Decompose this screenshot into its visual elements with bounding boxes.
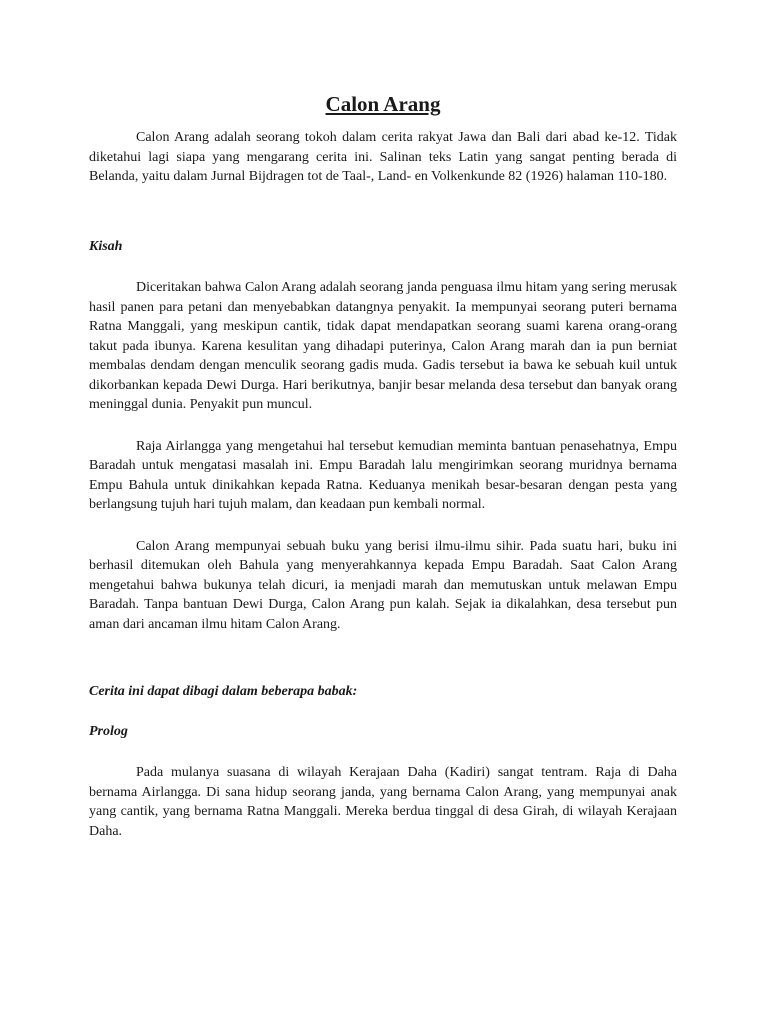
section-heading-kisah: Kisah (89, 238, 123, 254)
prolog-paragraph: Pada mulanya suasana di wilayah Kerajaan Daha (Kadiri) sangat tentram. Raja di Daha bernama Airlangga. Di sana hidup seorang janda, yang bernama Calon Arang, yang mempunyai anak yang cantik, yang bernama Ratna Manggali. Mereka berdua tinggal di desa Girah, di wilayah Kerajaan Daha. (89, 765, 677, 839)
kisah-paragraph-3: Calon Arang mempunyai sebuah buku yang berisi ilmu-ilmu sihir. Pada suatu hari, buku ini berhasil ditemukan oleh Bahula yang menyerahkannya kepada Empu Baradah. Saat Calon Arang mengetahui bahwa bukunya telah dicuri, ia menjadi marah dan memutuskan untuk melawan Empu Baradah. Tanpa bantuan Dewi Durga, Calon Arang pun kalah. Sejak ia dikalahkan, desa tersebut pun aman dari ancaman ilmu hitam Calon Arang. (89, 538, 677, 632)
document-body (89, 90, 677, 841)
section-heading-prolog: Prolog (89, 723, 128, 739)
kisah-paragraph-1: Diceritakan bahwa Calon Arang adalah seorang janda penguasa ilmu hitam yang sering merusak hasil panen para petani dan menyebabkan datangnya penyakit. Ia mempunyai seorang puteri bernama Ratna Manggali, yang meskipun cantik, tidak dapat mendapatkan seorang suami karena orang-orang takut pada ibunya. Karena kesulitan yang dihadapi puterinya, Calon Arang marah dan ia pun berniat membalas dendam dengan menculik seorang gadis muda. Gadis tersebut ia bawa ke sebuah kuil untuk dikorbankan kepada Dewi Durga. Hari berikutnya, banjir besar melanda desa tersebut dan banyak orang meninggal dunia. Penyakit pun muncul. (89, 280, 677, 412)
page-title: Calon Arang (325, 92, 441, 116)
section-heading-babak: Cerita ini dapat dibagi dalam beberapa babak: (89, 684, 358, 699)
kisah-paragraph-2: Raja Airlangga yang mengetahui hal tersebut kemudian meminta bantuan penasehatnya, Empu Baradah untuk mengatasi masalah ini. Empu Baradah lalu mengirimkan seorang muridnya bernama Empu Bahula untuk dinikahkan kepada Ratna. Keduanya menikah besar-besaran dengan pesta yang berlangsung tujuh hari tujuh malam, dan keadaan pun kembali normal. (89, 438, 677, 512)
intro-paragraph: Calon Arang adalah seorang tokoh dalam cerita rakyat Jawa dan Bali dari abad ke-12. Tidak diketahui lagi siapa yang mengarang cerita ini. Salinan teks Latin yang sangat penting berada di Belanda, yaitu dalam Jurnal Bijdragen tot de Taal-, Land- en Volkenkunde 82 (1926) halaman 110-180. (89, 130, 677, 184)
